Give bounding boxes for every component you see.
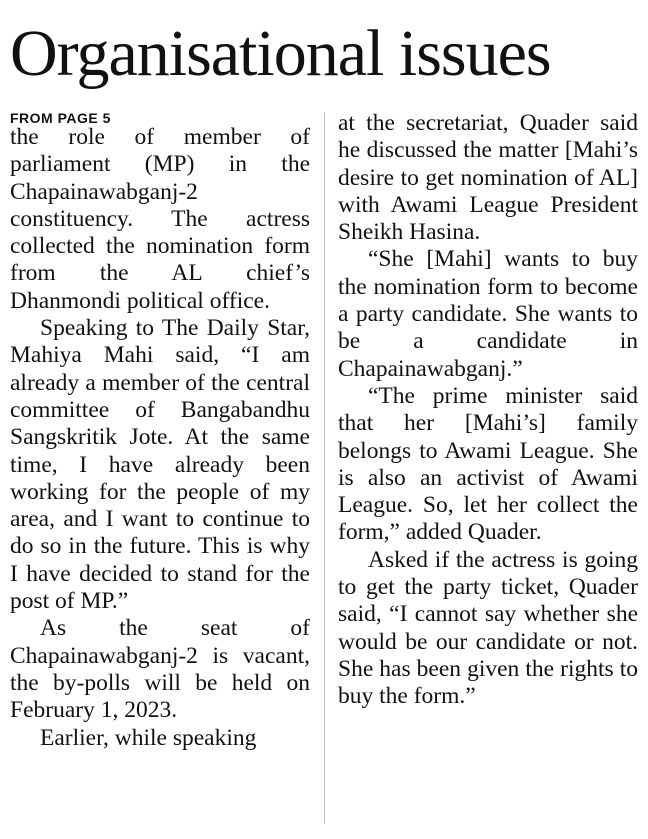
- article-column-left: [10, 110, 310, 752]
- paragraph: Earlier, while speaking: [40, 724, 257, 751]
- paragraph: “She [Mahi] wants to buy the nomination form to become a party candidate. She wants to be a candidate in Chapainawabganj.”: [338, 246, 638, 382]
- paragraph: As the seat of Chapainawabganj-2 is vacant, the by-polls will be held on February 1, 2023.: [10, 615, 310, 724]
- article-column-right: [338, 110, 638, 711]
- column-divider: [324, 112, 325, 824]
- headline: Organisational issues: [10, 17, 551, 90]
- paragraph: at the secretariat, Quader said he discussed the matter [Mahi’s desire to get nomination of AL] with Awami League President Sheikh Hasina.: [338, 110, 638, 246]
- paragraph: the role of member of parliament (MP) in the Chapainawabganj-2 constituency. The actress collected the nomination form from the AL chief’s Dhanmondi political office.: [10, 124, 310, 314]
- paragraph: Speaking to The Daily Star, Mahiya Mahi said, “I am already a member of the central committee of Bangabandhu Sangskritik Jote. At the same time, I have already been working for the people of my area, and I want to continue to do so in the future. This is why I have decided to stand for the post of MP.”: [10, 315, 310, 615]
- paragraph: Asked if the actress is going to get the party ticket, Quader said, “I cannot say whether she would be our candidate or not. She has been given the rights to buy the form.”: [338, 546, 638, 710]
- paragraph: “The prime minister said that her [Mahi’s] family belongs to Awami League. She is also an activist of Awami League. So, let her collect the form,” added Quader.: [338, 382, 638, 546]
- continuation-kicker: FROM PAGE 5: [10, 110, 111, 126]
